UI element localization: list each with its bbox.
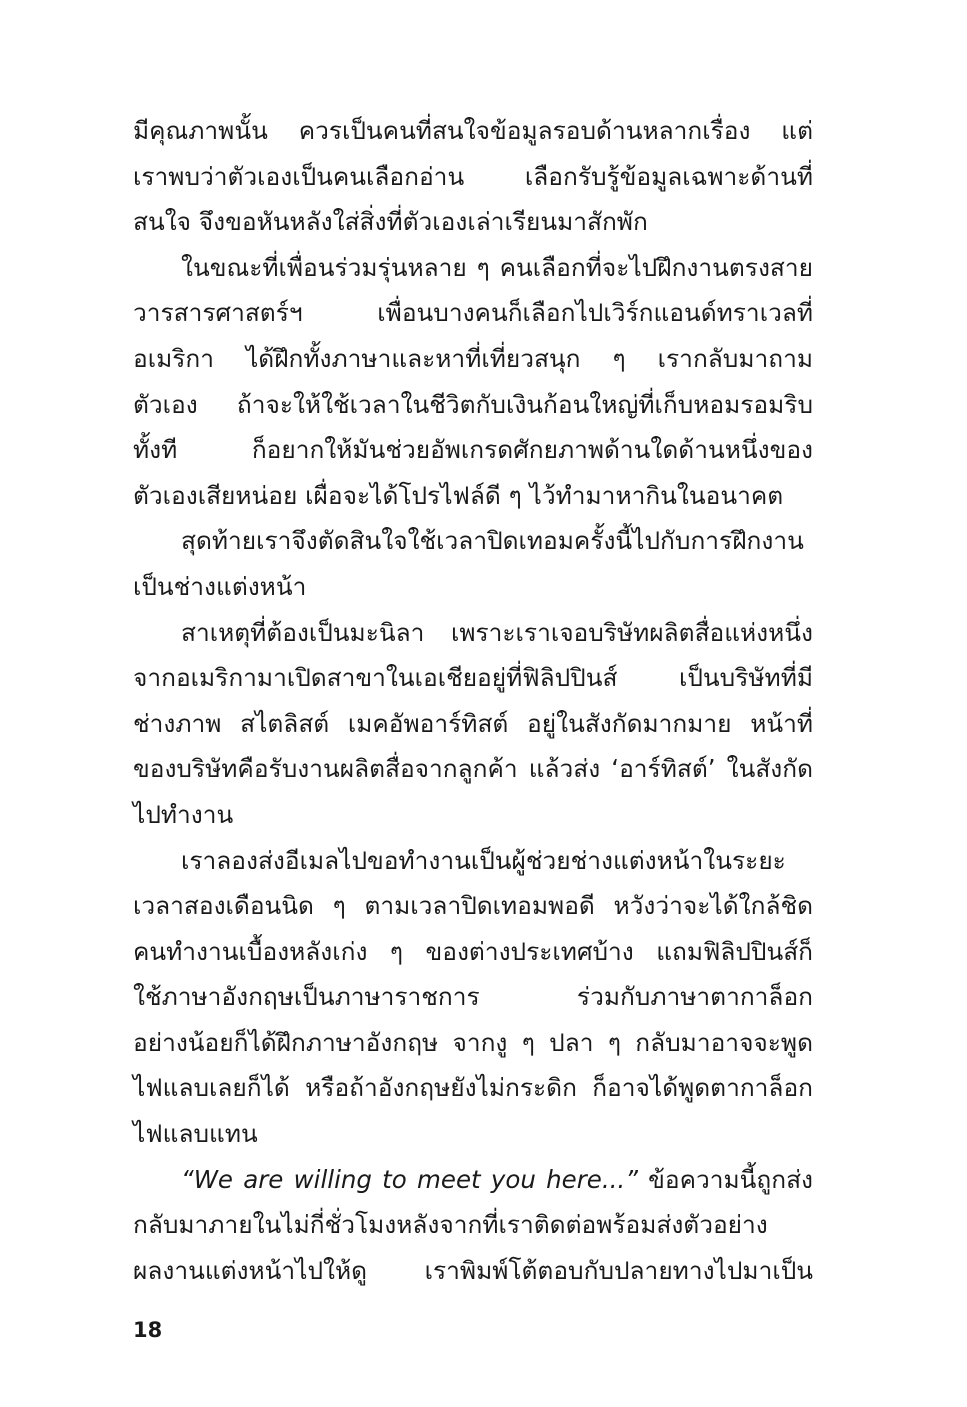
text-line: เราพบว่าตัวเองเป็นคนเลือกอ่าน เลือกรับรู้ข้อมูลเฉพาะด้านที่ bbox=[133, 161, 813, 191]
text-line: ไฟแลบเลยก็ได้ หรือถ้าอังกฤษยังไม่กระดิก ก็อาจได้พูดตากาล็อก bbox=[133, 1073, 813, 1103]
text-line bbox=[133, 1157, 813, 1203]
text-line: จากอเมริกามาเปิดสาขาในเอเชียอยู่ที่ฟิลิปปินส์ เป็นบริษัทที่มี bbox=[133, 663, 813, 693]
text-line: ตัวเอง ถ้าจะให้ใช้เวลาในชีวิตกับเงินก้อนใหญ่ที่เก็บหอมรอมริบ bbox=[133, 389, 813, 419]
text-line: วารสารศาสตร์ฯ เพื่อนบางคนก็เลือกไปเวิร์กแอนด์ทราเวลที่ bbox=[133, 298, 813, 328]
text-line: ของบริษัทคือรับงานผลิตสื่อจากลูกค้า แล้วส่ง ‘อาร์ทิสต์’ ในสังกัด bbox=[133, 754, 813, 784]
text-line: เวลาสองเดือนนิด ๆ ตามเวลาปิดเทอมพอดี หวังว่าจะได้ใกล้ชิด bbox=[133, 891, 813, 921]
text-line: สนใจ จึงขอหันหลังใส่สิ่งที่ตัวเองเล่าเรียนมาสักพัก bbox=[133, 207, 648, 237]
text-line: ใช้ภาษาอังกฤษเป็นภาษาราชการ ร่วมกับภาษาตากาล็อก bbox=[133, 982, 813, 1012]
text-line: ตัวเองเสียหน่อย เผื่อจะได้โปรไฟล์ดี ๆ ไว้ทำมาหากินในอนาคต bbox=[133, 480, 784, 510]
quoted-english-text: “We are willing to meet you here...” bbox=[181, 1164, 638, 1194]
text-line-rest: ข้อความนี้ถูกส่ง bbox=[637, 1164, 814, 1194]
text-line: สาเหตุที่ต้องเป็นมะนิลา เพราะเราเจอบริษัทผลิตสื่อแห่งหนึ่ง bbox=[181, 617, 813, 647]
body-text bbox=[133, 108, 813, 1293]
text-line: สุดท้ายเราจึงตัดสินใจใช้เวลาปิดเทอมครั้งนี้ไปกับการฝึกงาน bbox=[181, 526, 804, 556]
text-line: ไฟแลบแทน bbox=[133, 1119, 258, 1149]
text-line: อย่างน้อยก็ได้ฝึกภาษาอังกฤษ จากงู ๆ ปลา ๆ กลับมาอาจจะพูด bbox=[133, 1027, 813, 1057]
text-line: กลับมาภายในไม่กี่ชั่วโมงหลังจากที่เราติดต่อพร้อมส่งตัวอย่าง bbox=[133, 1210, 768, 1240]
text-line: คนทำงานเบื้องหลังเก่ง ๆ ของต่างประเทศบ้าง แถมฟิลิปปินส์ก็ bbox=[133, 936, 813, 966]
text-line: อเมริกา ได้ฝึกทั้งภาษาและหาที่เที่ยวสนุก ๆ เรากลับมาถาม bbox=[133, 343, 813, 373]
page-number: 18 bbox=[133, 1318, 163, 1342]
text-line: เป็นช่างแต่งหน้า bbox=[133, 571, 307, 601]
text-line: ไปทำงาน bbox=[133, 799, 234, 829]
text-line: ผลงานแต่งหน้าไปให้ดู เราพิมพ์โต้ตอบกับปลายทางไปมาเป็น bbox=[133, 1255, 813, 1285]
text-line: ช่างภาพ สไตลิสต์ เมคอัพอาร์ทิสต์ อยู่ในสังกัดมากมาย หน้าที่ bbox=[133, 708, 813, 738]
text-line: ในขณะที่เพื่อนร่วมรุ่นหลาย ๆ คนเลือกที่จะไปฝึกงานตรงสาย bbox=[181, 252, 813, 282]
text-line: เราลองส่งอีเมลไปขอทำงานเป็นผู้ช่วยช่างแต่งหน้าในระยะ bbox=[181, 845, 786, 875]
text-line: มีคุณภาพนั้น ควรเป็นคนที่สนใจข้อมูลรอบด้านหลากเรื่อง แต่ bbox=[133, 116, 813, 145]
text-line: ทั้งที ก็อยากให้มันช่วยอัพเกรดศักยภาพด้านใดด้านหนึ่งของ bbox=[133, 435, 813, 465]
